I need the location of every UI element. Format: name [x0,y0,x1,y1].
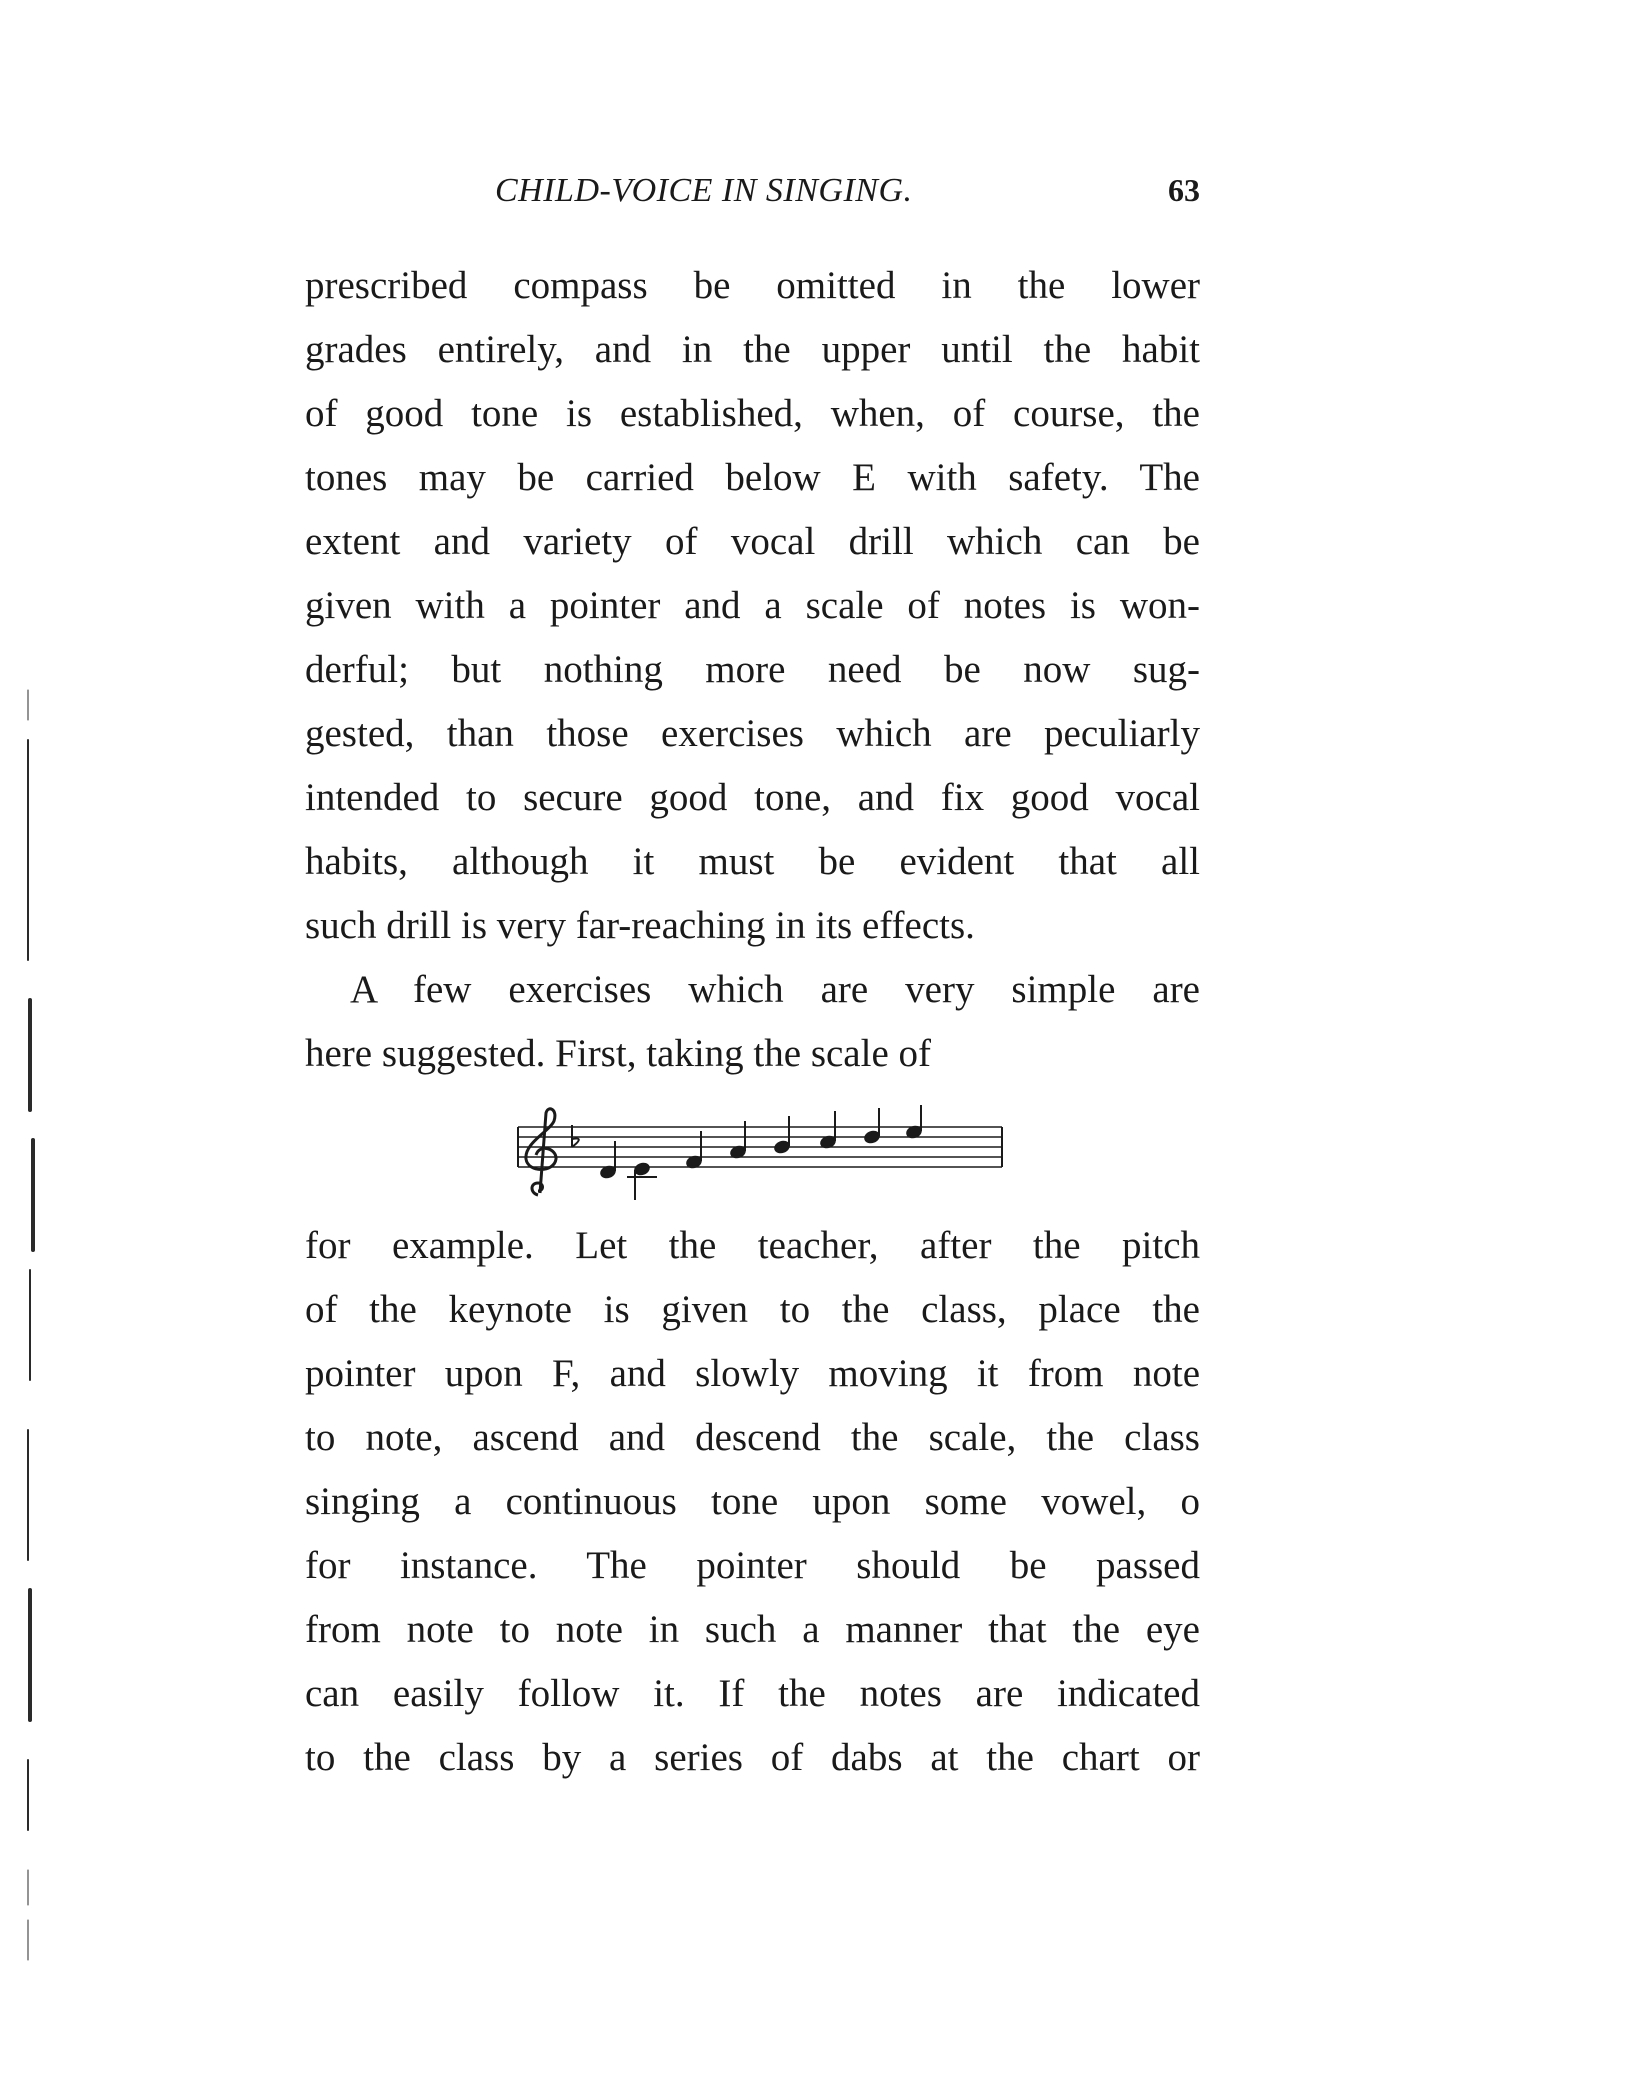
text-line: for example. Let the teacher, after the pitch [305,1224,1200,1267]
note-e [864,1108,881,1144]
note-f-high [906,1105,923,1139]
text-line: intended to secure good tone, and fix good vocal [305,776,1200,819]
flat-sign-icon [572,1125,579,1147]
text-line: to note, ascend and descend the scale, the class [305,1416,1200,1459]
note-c [774,1116,791,1154]
text-line: prescribed compass be omitted in the lower [305,264,1200,307]
text-line: singing a continuous tone upon some vowel, o [305,1480,1200,1523]
running-title: CHILD-VOICE IN SINGING. [495,172,913,209]
text-line: of good tone is established, when, of course, the [305,392,1200,435]
treble-clef-icon [526,1109,556,1195]
text-line: such drill is very far-reaching in its effects. [305,904,975,947]
text-line: given with a pointer and a scale of notes is won- [305,584,1200,627]
note-d [820,1111,837,1149]
text-line: of the keynote is given to the class, place the [305,1288,1200,1331]
music-staff-scale [510,1105,1010,1205]
text-line: gested, than those exercises which are peculiarly [305,712,1200,755]
text-line: tones may be carried below E with safety. The [305,456,1200,499]
scan-gutter-marks [0,0,60,2085]
text-line: pointer upon F, and slowly moving it from note [305,1352,1200,1395]
staff-lines [518,1127,1002,1167]
text-line: A few exercises which are very simple are [350,968,1200,1011]
text-line: to the class by a series of dabs at the chart or [305,1736,1200,1779]
text-line: habits, although it must be evident that all [305,840,1200,883]
text-line: here suggested. First, taking the scale of [305,1032,931,1075]
page-number: 63 [1168,172,1200,208]
text-line: for instance. The pointer should be passed [305,1544,1200,1587]
running-header [305,172,1200,222]
text-line: grades entirely, and in the upper until the habit [305,328,1200,371]
text-line: can easily follow it. If the notes are indicated [305,1672,1200,1715]
text-line: from note to note in such a manner that the eye [305,1608,1200,1651]
text-line: extent and variety of vocal drill which can be [305,520,1200,563]
text-line: derful; but nothing more need be now sug- [305,648,1200,691]
